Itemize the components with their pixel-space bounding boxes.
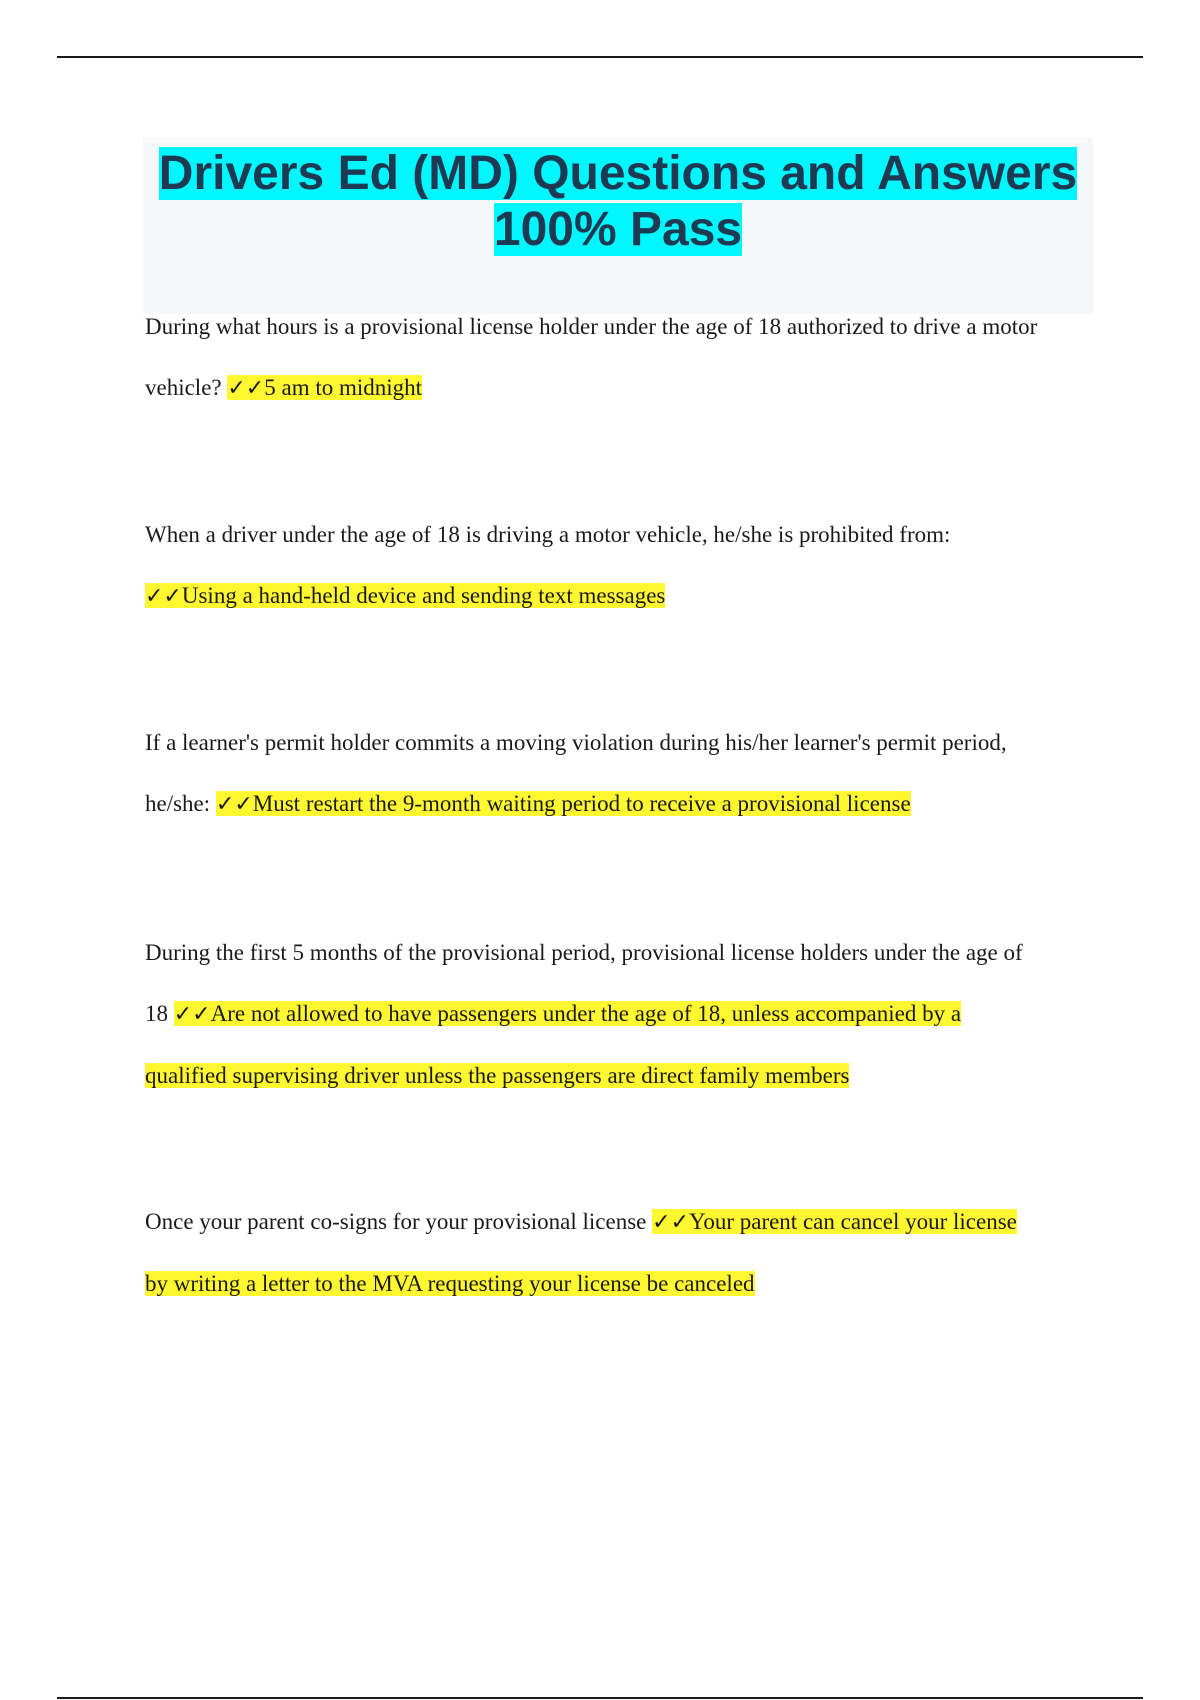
qa-item bbox=[145, 712, 1105, 835]
answer-text: qualified supervising driver unless the passengers are direct family members bbox=[145, 1063, 850, 1088]
question-text: he/she: bbox=[145, 791, 216, 816]
document-title bbox=[143, 138, 1093, 258]
qa-item bbox=[145, 922, 1105, 1106]
check-icon: ✓✓ bbox=[227, 376, 265, 401]
question-text: When a driver under the age of 18 is driving a motor vehicle, he/she is prohibited from: bbox=[145, 522, 951, 547]
answer-text: Your parent can cancel your license bbox=[689, 1209, 1017, 1234]
question-text: During the first 5 months of the provisional period, provisional license holders under the age of bbox=[145, 940, 1023, 965]
answer-highlight bbox=[174, 1001, 961, 1026]
answer-text: Are not allowed to have passengers under the age of 18, unless accompanied by a bbox=[210, 1001, 962, 1026]
title-line-1: Drivers Ed (MD) Questions and Answers bbox=[158, 147, 1078, 200]
check-icon: ✓✓ bbox=[145, 584, 182, 609]
answer-text: Must restart the 9-month waiting period to receive a provisional license bbox=[252, 791, 911, 816]
question-text: During what hours is a provisional license holder under the age of 18 authorized to drive a motor bbox=[145, 314, 1038, 339]
check-icon: ✓✓ bbox=[652, 1210, 690, 1235]
top-rule bbox=[57, 56, 1143, 58]
qa-item bbox=[145, 296, 1105, 419]
bottom-rule bbox=[57, 1697, 1143, 1699]
answer-highlight bbox=[145, 1063, 849, 1088]
check-icon: ✓✓ bbox=[215, 792, 253, 817]
check-icon: ✓✓ bbox=[173, 1002, 211, 1027]
answer-text: Using a hand-held device and sending text messages bbox=[181, 583, 666, 608]
title-line-2: 100% Pass bbox=[493, 203, 743, 256]
answer-text: 5 am to midnight bbox=[264, 375, 423, 400]
qa-item bbox=[145, 1191, 1105, 1314]
answer-highlight bbox=[227, 375, 422, 400]
question-text: 18 bbox=[145, 1001, 174, 1026]
answer-highlight bbox=[652, 1209, 1017, 1234]
question-text: If a learner's permit holder commits a moving violation during his/her learner's permit period, bbox=[145, 730, 1007, 755]
qa-item bbox=[145, 504, 1105, 627]
answer-highlight bbox=[145, 1271, 755, 1296]
question-text: vehicle? bbox=[145, 375, 228, 400]
answer-text: by writing a letter to the MVA requesting your license be canceled bbox=[145, 1271, 755, 1296]
answer-highlight bbox=[216, 791, 911, 816]
answer-highlight bbox=[145, 583, 665, 608]
question-text: Once your parent co-signs for your provisional license bbox=[145, 1209, 653, 1234]
title-box bbox=[143, 138, 1093, 314]
